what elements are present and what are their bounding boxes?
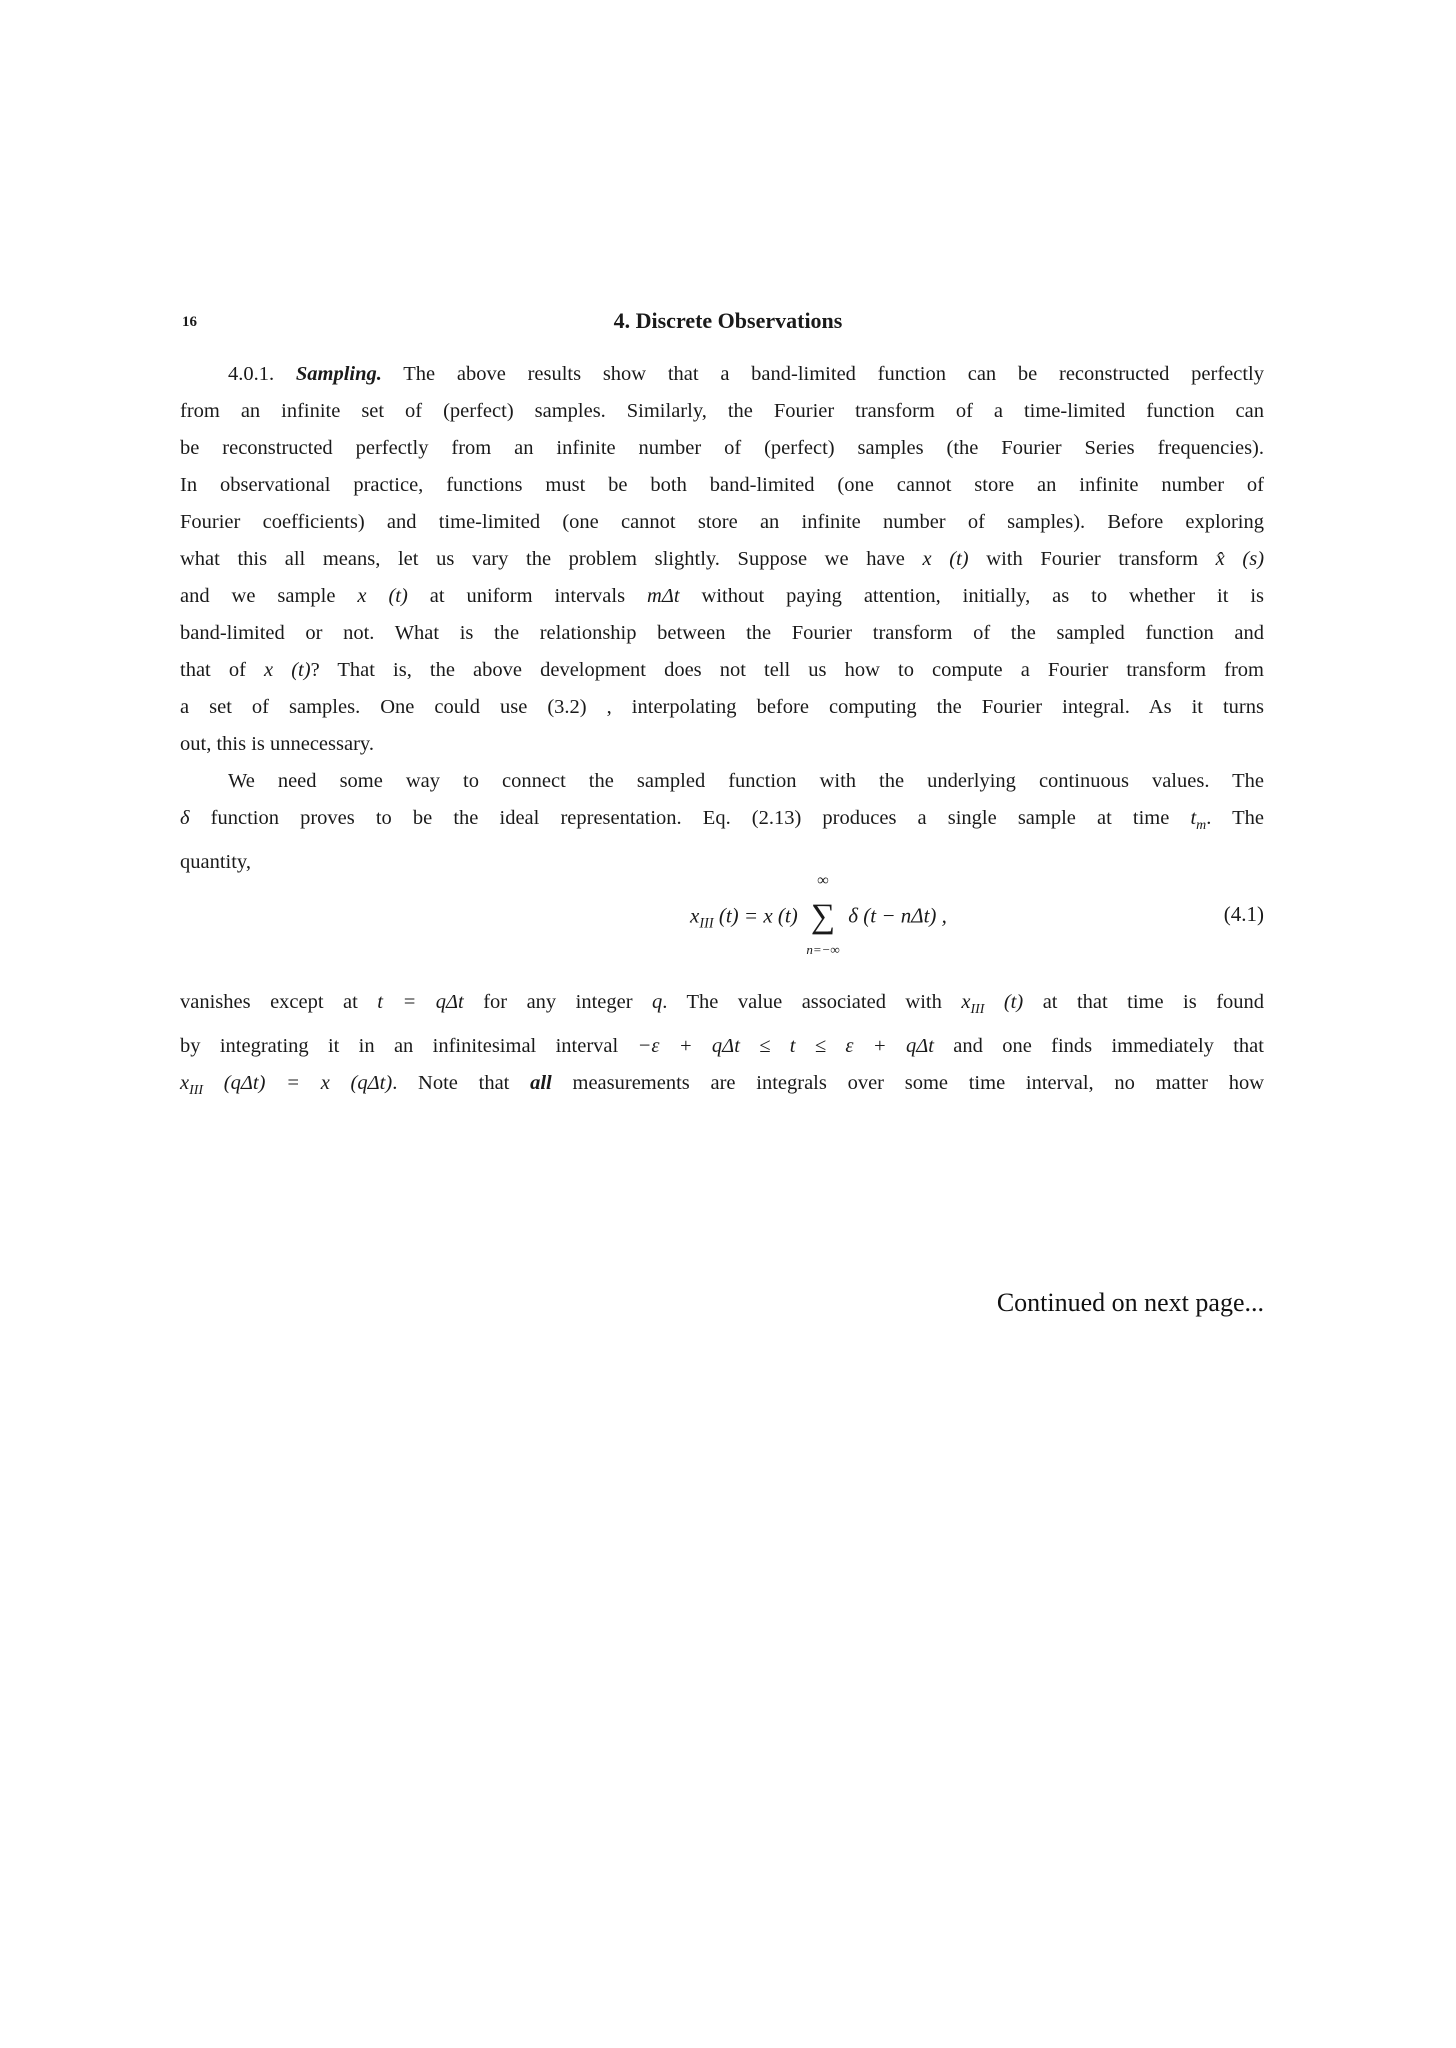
line: In observational practice, functions must be both band-limited (one cannot store an infinite number of: [180, 474, 1264, 496]
math-inline: $x_{III}$ (t): [961, 991, 1024, 1017]
text: . Note that: [392, 1071, 510, 1094]
text: vanishes except at: [180, 991, 358, 1013]
text: at that time is found: [1042, 991, 1265, 1013]
line: [180, 541, 1264, 578]
paragraph-delta: [180, 984, 1264, 1109]
text: and one finds immediately that: [953, 1034, 1264, 1057]
text: The above results show that a band-limited function can be reconstructed perfectly: [403, 363, 1264, 385]
section-number: 4.0.1.: [228, 363, 275, 385]
line: quantity,: [180, 850, 251, 873]
page-number: 16: [182, 314, 197, 330]
text: ? That is, the above development does not tell us how to compute a Fourier transform from: [310, 659, 1264, 681]
text: at uniform intervals: [429, 585, 626, 607]
line: [180, 984, 1264, 1028]
text: measurements are integrals over some time interval, no matter how: [572, 1071, 1265, 1094]
equation-body: $x_{III}$ (t) = x (t) ∞ ∑ n=−∞ δ (t − nΔt) ,: [690, 872, 947, 957]
line: band-limited or not. What is the relationship between the Fourier transform of the sampled function and: [180, 622, 1264, 644]
text: by integrating it in an infinitesimal interval: [180, 1034, 619, 1057]
math-inline: −ε + qΔt ≤ t ≤ ε + qΔt: [637, 1034, 934, 1057]
math-inline: $t_m$: [1190, 807, 1207, 833]
math-inline: δ: [180, 807, 190, 829]
text: . The: [1206, 807, 1264, 829]
math-inline: $x_{III}$ (qΔt) = x (qΔt): [180, 1071, 393, 1098]
paragraph-sampling: [180, 356, 1264, 881]
line: [180, 800, 1264, 844]
line: [180, 652, 1264, 689]
math-inline: q: [652, 991, 663, 1013]
line: out, this is unnecessary.: [180, 733, 374, 755]
line: We need some way to connect the sampled function with the underlying continuous values. The: [228, 770, 1264, 792]
running-title: 4. Discrete Observations: [613, 308, 843, 333]
text: with Fourier transform: [986, 548, 1199, 570]
text: and we sample: [180, 585, 336, 607]
text: without paying attention, initially, as to whether it is: [701, 585, 1265, 607]
text: that of: [180, 659, 246, 681]
section-title: Sampling.: [295, 363, 382, 385]
text: function proves to be the ideal representation. Eq. (2.13) produces a single sample at time: [210, 807, 1170, 829]
math-inline: x (t): [357, 585, 408, 607]
continued-notice: Continued on next page...: [996, 1288, 1264, 1317]
equation-4-1: [180, 872, 1264, 966]
math-inline: x (t): [264, 659, 311, 681]
line: [180, 1028, 1264, 1065]
emphasis: all: [530, 1071, 552, 1094]
math-inline: x̂ (s): [1215, 548, 1265, 570]
line: Fourier coefficients) and time-limited (one cannot store an infinite number of samples). Before exploring: [180, 511, 1264, 533]
summation-symbol: ∞ ∑ n=−∞: [806, 872, 840, 957]
equation-number: (4.1): [1223, 902, 1264, 926]
line: a set of samples. One could use (3.2) , interpolating before computing the Fourier integral. As it turns: [180, 696, 1264, 718]
text: . The value associated with: [662, 991, 942, 1013]
text: for any integer: [483, 991, 633, 1013]
line: [180, 356, 1264, 393]
line: [180, 1065, 1264, 1109]
math-inline: x (t): [922, 548, 969, 570]
line: from an infinite set of (perfect) samples. Similarly, the Fourier transform of a time-limited function can: [180, 400, 1264, 422]
line: be reconstructed perfectly from an infinite number of (perfect) samples (the Fourier Series frequencies).: [180, 437, 1264, 459]
text: what this all means, let us vary the problem slightly. Suppose we have: [180, 548, 905, 570]
line: [180, 578, 1264, 615]
math-inline: t = qΔt: [377, 991, 464, 1013]
math-inline: mΔt: [647, 585, 680, 607]
